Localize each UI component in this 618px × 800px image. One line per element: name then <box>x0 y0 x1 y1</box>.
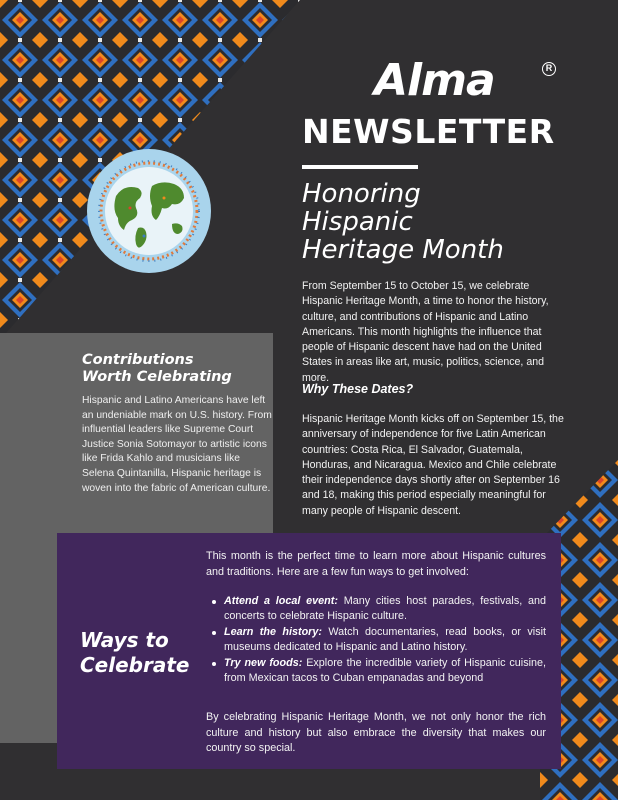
list-item <box>206 625 546 655</box>
why-dates-paragraph: Hispanic Heritage Month kicks off on September 15, the anniversary of independence for five Latin American countries: Costa Rica, El Salvador, Guatemala, Honduras, and Nicaragua. Mexico and Chile celebrate their independence days shortly after on September 16 and 18, making this period especially meaningful for many people of Hispanic descent. <box>302 413 564 517</box>
logo-text: Alma <box>374 55 495 106</box>
list-item <box>206 656 546 686</box>
ways-heading-line: Ways to <box>80 628 169 652</box>
intro-paragraph: From September 15 to October 15, we celebrate Hispanic Heritage Month, a time to honor the history, culture, and contributions of Hispanic and Latino Americans. This month highlights the influence that people of Hispanic descent have had on the United States in areas like art, music, politics, science, and more. <box>302 280 549 384</box>
contributions-heading-line: Worth Celebrating <box>82 369 232 385</box>
newsletter-label: NEWSLETTER <box>302 112 555 151</box>
bullet-icon <box>212 662 216 666</box>
page-title <box>302 180 602 264</box>
why-dates-heading: Why These Dates? <box>302 382 414 396</box>
ways-outro-paragraph: By celebrating Hispanic Heritage Month, we not only honor the rich culture and history but also embrace the diversity that makes our country so special. <box>206 711 546 754</box>
list-item <box>206 594 546 624</box>
ways-list <box>206 594 546 687</box>
title-line: Heritage Month <box>302 235 504 265</box>
list-item-label: Attend a local event: <box>224 595 338 607</box>
ways-heading-line: Celebrate <box>80 653 190 677</box>
registered-mark: R <box>542 62 556 76</box>
list-item-text: Explore the incredible variety of Hispanic cuisine, from Mexican tacos to Cuban empanadas and beyond <box>224 657 547 684</box>
list-item-label: Try new foods: <box>224 657 303 669</box>
title-divider <box>302 165 418 169</box>
contributions-heading-line: Contributions <box>82 352 194 368</box>
bullet-icon <box>212 631 216 635</box>
title-line: Hispanic <box>302 207 413 237</box>
ways-to-celebrate-heading <box>80 628 189 678</box>
globe-of-people-illustration <box>86 148 212 274</box>
alma-logo <box>374 55 564 106</box>
bullet-icon <box>212 600 216 604</box>
contributions-paragraph: Hispanic and Latino Americans have left an undeniable mark on U.S. history. From influential leaders like Supreme Court Justice Sonia Sotomayor to artistic icons like Frida Kahlo and musicians like Selena Quintanilla, Hispanic heritage is woven into the fabric of American culture. <box>82 395 272 494</box>
ways-intro-paragraph: This month is the perfect time to learn more about Hispanic cultures and traditions. Here are a few fun ways to get involved: <box>206 550 546 578</box>
list-item-text: Many cities host parades, festivals, and concerts to celebrate Hispanic culture. <box>224 595 547 622</box>
list-item-label: Learn the history: <box>224 626 322 638</box>
contributions-heading <box>82 352 232 386</box>
title-line: Honoring <box>302 179 421 209</box>
list-item-text: Watch documentaries, read books, or visit museums dedicated to Hispanic and Latino history. <box>224 626 546 653</box>
